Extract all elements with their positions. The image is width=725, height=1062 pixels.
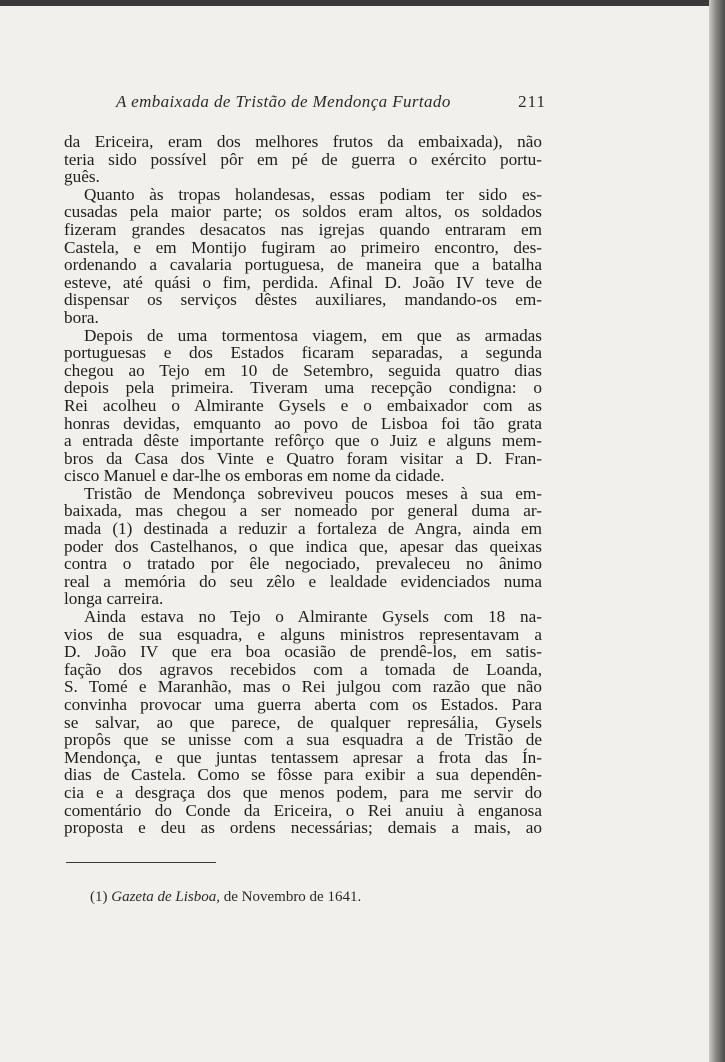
text-line: real a memória do seu zêlo e lealdade evidenciados numa xyxy=(64,571,542,591)
footnote-marker: (1) xyxy=(90,889,108,905)
text-line: dias de Castela. Como se fôsse para exibir a sua dependên- xyxy=(64,765,542,785)
text-line: vios de sua esquadra, e alguns ministros representavam a xyxy=(64,624,542,644)
text-line: fizeram grandes desacatos nas igrejas quando entraram em xyxy=(64,219,542,239)
text-line: cusadas pela maior parte; os soldos eram altos, os soldados xyxy=(64,202,542,222)
text-line: Mendonça, e que juntas tentassem apresar a frota das Ín- xyxy=(64,747,542,767)
footnote-divider xyxy=(66,862,216,863)
page-number: 211 xyxy=(518,92,546,111)
text-line: da Ericeira, eram dos melhores frutos da embaixada), não xyxy=(64,132,542,151)
text-line: poder dos Castelhanos, o que indica que, apesar das queixas xyxy=(64,536,542,556)
text-line: honras devidas, emquanto ao povo de Lisboa foi tão grata xyxy=(64,413,542,433)
text-line: bros da Casa dos Vinte e Quatro foram visitar a D. Fran- xyxy=(64,448,542,468)
footnote-source-title: Gazeta de Lisboa, xyxy=(111,889,220,905)
text-line: mada (1) destinada a reduzir a fortaleza de Angra, ainda em xyxy=(64,519,542,539)
text-line: ordenando a cavalaria portuguesa, de maneira que a batalha xyxy=(64,255,542,275)
text-line: S. Tomé e Maranhão, mas o Rei julgou com razão que não xyxy=(64,677,542,697)
footnote-source-date: de Novembro de 1641. xyxy=(223,889,362,905)
text-line: portuguesas e dos Estados ficaram separadas, a segunda xyxy=(64,343,542,363)
text-line: esteve, até quási o fim, perdida. Afinal D. João IV teve de xyxy=(64,272,542,292)
running-header xyxy=(116,92,546,116)
text-line: guês. xyxy=(64,167,100,187)
text-line: propôs que se unisse com a sua esquadra a de Tristão de xyxy=(64,730,542,750)
text-line: comentário do Conde da Ericeira, o Rei anuiu à enganosa xyxy=(64,800,542,820)
footnote xyxy=(90,889,361,906)
text-line: Quanto às tropas holandesas, essas podiam ter sido es- xyxy=(84,184,542,204)
text-line: dispensar os serviços dêstes auxiliares, mandando-os em- xyxy=(64,290,542,310)
text-line: convinha provocar uma guerra aberta com os Estados. Para xyxy=(64,695,542,714)
text-line: Castela, e em Montijo fugiram ao primeiro encontro, des- xyxy=(64,237,542,257)
text-line: fação dos agravos recebidos com a tomada de Loanda, xyxy=(64,659,542,679)
text-line: chegou ao Tejo em 10 de Setembro, seguida quatro dias xyxy=(64,360,542,380)
running-title: A embaixada de Tristão de Mendonça Furtado xyxy=(116,92,451,111)
text-line: D. João IV que era boa ocasião de prendê-los, em satis- xyxy=(64,642,542,662)
text-line: Depois de uma tormentosa viagem, em que as armadas xyxy=(84,325,542,345)
text-line: cisco Manuel e dar-lhe os emboras em nome da cidade. xyxy=(64,466,445,486)
text-line: proposta e deu as ordens necessárias; demais a mais, ao xyxy=(64,818,542,838)
text-line: se salvar, ao que parece, de qualquer represália, Gysels xyxy=(64,712,542,732)
text-line: baixada, mas chegou a ser nomeado por general duma ar- xyxy=(64,501,542,521)
text-line: bora. xyxy=(64,307,99,327)
text-line: contra o tratado por êle negociado, prevaleceu no ânimo xyxy=(64,554,542,574)
text-line: Ainda estava no Tejo o Almirante Gysels com 18 na- xyxy=(84,607,542,627)
body-text xyxy=(64,133,542,837)
page-binding-edge xyxy=(709,0,725,1062)
text-line: cia e a desgraça dos que menos podem, para me servir do xyxy=(64,782,542,802)
text-line: a entrada dêste importante refôrço que o Juiz e alguns mem- xyxy=(64,431,542,451)
text-line: longa carreira. xyxy=(64,589,164,609)
page-top-edge xyxy=(0,0,725,6)
text-line: Tristão de Mendonça sobreviveu poucos meses à sua em- xyxy=(84,483,542,503)
text-line: teria sido possível pôr em pé de guerra o exército portu- xyxy=(64,149,542,169)
text-line: depois pela primeira. Tiveram uma recepção condigna: o xyxy=(64,378,542,398)
text-line: Rei acolheu o Almirante Gysels e o embaixador com as xyxy=(64,395,542,415)
